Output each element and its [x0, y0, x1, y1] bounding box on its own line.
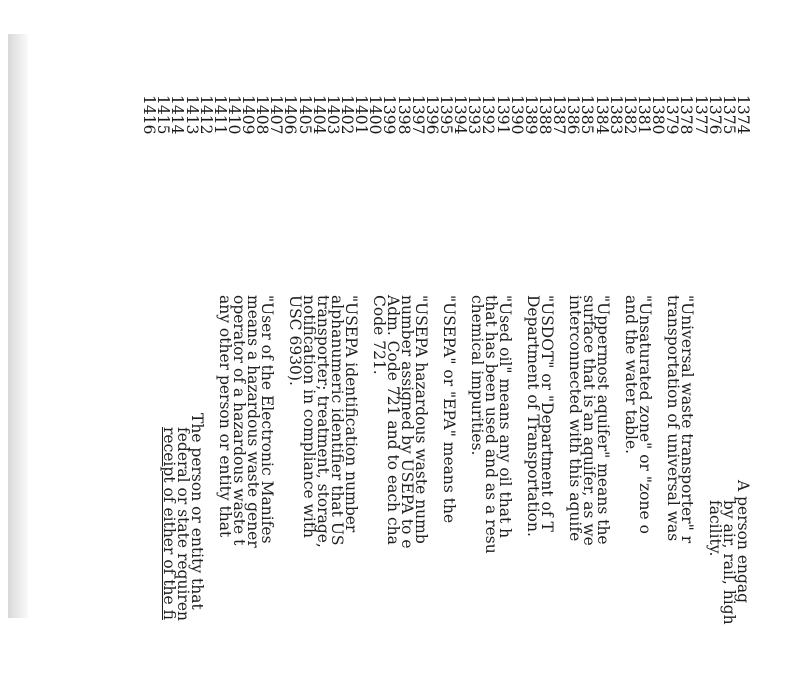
line-number: 1390	[507, 95, 526, 135]
line-number: 1400	[366, 95, 385, 135]
line-number-column	[142, 95, 750, 155]
line-number: 1409	[239, 95, 258, 135]
definition-line: means a hazardous waste gener	[244, 295, 262, 548]
line-number: 1394	[451, 95, 470, 135]
line-number: 1384	[592, 95, 611, 135]
definition-line: transporter; treatment, storage,	[314, 295, 332, 548]
definition-line: "USEPA hazardous waste numb	[412, 295, 430, 544]
line-number: 1381	[635, 95, 654, 135]
definition-line: and the water table.	[622, 295, 640, 455]
line-number: 1402	[338, 95, 357, 135]
rotated-document-page	[130, 95, 750, 685]
definition-line: any other person or entity that	[216, 295, 234, 538]
line-number: 1391	[493, 95, 512, 135]
line-number: 1410	[224, 95, 243, 135]
definition-line: number assigned by USEPA to e	[398, 295, 416, 549]
definition-line: federal or state requiren	[174, 427, 192, 621]
line-number: 1379	[663, 95, 682, 135]
definition-line: that has been used and as a resu	[482, 295, 500, 554]
scan-edge-shadow	[8, 34, 28, 618]
definition-line: interconnected with this aquife	[566, 295, 584, 542]
line-number: 1413	[182, 95, 201, 135]
line-number: 1412	[196, 95, 215, 135]
definition-line: Department of Transportation.	[524, 295, 542, 537]
line-number: 1387	[550, 95, 569, 135]
line-number: 1383	[606, 95, 625, 135]
definition-line: "User of the Electronic Manifes	[258, 295, 276, 544]
line-number: 1375	[719, 95, 738, 135]
line-number: 1396	[422, 95, 441, 135]
line-number: 1388	[536, 95, 555, 135]
line-number: 1395	[437, 95, 456, 135]
definition-line: by air, rail, high	[720, 500, 738, 625]
definition-line: receipt of either of the fi	[160, 427, 178, 620]
definition-line: surface that is an aquifer, as we	[580, 295, 598, 546]
line-number: 1385	[578, 95, 597, 135]
line-number: 1415	[154, 95, 173, 135]
definition-line: facility.	[706, 500, 724, 557]
line-number: 1405	[295, 95, 314, 135]
definition-line: "USDOT" or "Department of T	[538, 295, 556, 532]
definition-line: Code 721.	[370, 295, 388, 375]
definition-line: "Uppermost aquifer" means the	[594, 295, 612, 545]
definition-line: USC 6930).	[286, 295, 304, 386]
line-number: 1401	[352, 95, 371, 135]
definition-line: The person or entity that	[188, 413, 206, 610]
definition-line: alphanumeric identifier that US	[328, 295, 346, 546]
line-number: 1397	[408, 95, 427, 135]
definition-line: transportation of universal was	[664, 295, 682, 542]
line-number: 1398	[394, 95, 413, 135]
line-number: 1392	[479, 95, 498, 135]
line-number: 1377	[691, 95, 710, 135]
definition-line: Adm. Code 721 and to each cha	[384, 295, 402, 545]
definition-line: operator of a hazardous waste t	[230, 295, 248, 546]
definition-line: "USEPA" or "EPA" means the	[440, 295, 458, 524]
line-number: 1416	[140, 95, 159, 135]
definition-line: "Universal waste transporter" r	[678, 295, 696, 544]
definition-line: A person engag	[734, 480, 752, 604]
line-number: 1403	[323, 95, 342, 135]
line-number: 1411	[210, 95, 229, 135]
line-number: 1406	[281, 95, 300, 135]
line-number: 1407	[267, 95, 286, 135]
line-number: 1374	[734, 95, 752, 135]
line-number: 1376	[705, 95, 724, 135]
line-number: 1380	[649, 95, 668, 135]
definition-line: notification in compliance with	[300, 295, 318, 539]
definition-line: "USEPA identification number	[342, 295, 360, 533]
line-number: 1399	[380, 95, 399, 135]
definition-line: "Unsaturated zone" or "zone o	[636, 295, 654, 534]
definition-line: chemical impurities.	[468, 295, 486, 456]
line-number: 1393	[465, 95, 484, 135]
line-number: 1414	[168, 95, 187, 135]
definition-line: "Used oil" means any oil that h	[496, 295, 514, 539]
line-number: 1404	[309, 95, 328, 135]
line-number: 1382	[620, 95, 639, 135]
line-number: 1386	[564, 95, 583, 135]
line-number: 1408	[253, 95, 272, 135]
line-number: 1389	[521, 95, 540, 135]
line-number: 1378	[677, 95, 696, 135]
